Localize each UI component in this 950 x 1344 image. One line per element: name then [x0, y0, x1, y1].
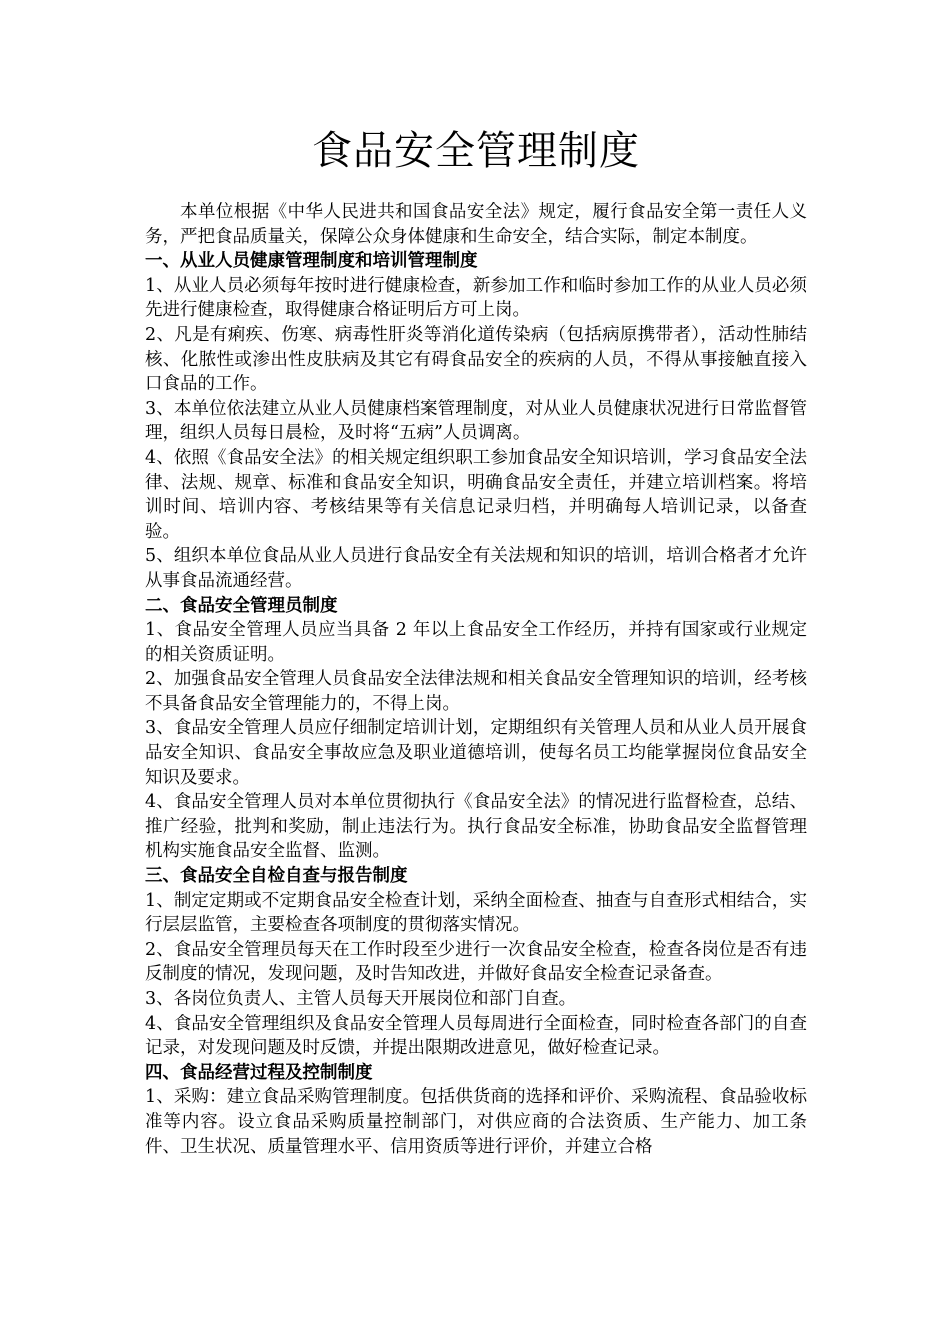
section-2: [145, 594, 807, 865]
section-item: 1、食品安全管理人员应当具备 2 年以上食品安全工作经历，并持有国家或行业规定的相关资质证明。: [145, 620, 807, 665]
section-item: 4、食品安全管理人员对本单位贯彻执行《食品安全法》的情况进行监督检查，总结、推广经验，批判和奖励，制止违法行为。执行食品安全标准，协助食品安全监督管理机构实施食品安全监督、监测。: [145, 792, 807, 862]
section-heading: 一、从业人员健康管理制度和培训管理制度: [145, 251, 478, 272]
section-item: 2、加强食品安全管理人员食品安全法律法规和相关食品安全管理知识的培训，经考核不具备食品安全管理能力的，不得上岗。: [145, 669, 807, 714]
section-item: 1、采购：建立食品采购管理制度。包括供货商的选择和评价、采购流程、食品验收标准等内容。设立食品采购质量控制部门，对供应商的合法资质、生产能力、加工条件、卫生状况、质量管理水平、信用资质等进行评价，并建立合格: [145, 1087, 807, 1157]
section-item: 1、制定定期或不定期食品安全检查计划，采纳全面检查、抽查与自查形式相结合，实行层层监管，主要检查各项制度的贯彻落实情况。: [145, 890, 807, 936]
section-4: [145, 1061, 807, 1159]
document-page: [145, 118, 807, 1159]
section-heading: 二、食品安全管理员制度: [145, 595, 338, 616]
section-item: 3、食品安全管理人员应仔细制定培训计划，定期组织有关管理人员和从业人员开展食品安全知识、食品安全事故应急及职业道德培训，使每名员工均能掌握岗位食品安全知识及要求。: [145, 718, 807, 788]
section-3: [145, 864, 807, 1061]
section-item: 3、本单位依法建立从业人员健康档案管理制度，对从业人员健康状况进行日常监督管理，组织人员每日晨检，及时将“五病”人员调离。: [145, 398, 807, 444]
section-item: 3、各岗位负责人、主管人员每天开展岗位和部门自查。: [145, 989, 577, 1009]
section-item: 4、依照《食品安全法》的相关规定组织职工参加食品安全知识培训，学习食品安全法律、法规、规章、标准和食品安全知识，明确食品安全责任，并建立培训档案。将培训时间、培训内容、考核结果等有关信息记录归档，并明确每人培训记录，以备查验。: [145, 447, 807, 542]
document-title: 食品安全管理制度: [312, 128, 640, 174]
section-1: [145, 249, 807, 593]
section-item: 2、凡是有痢疾、伤寒、病毒性肝炎等消化道传染病（包括病原携带者），活动性肺结核、化脓性或渗出性皮肤病及其它有碍食品安全的疾病的人员，不得从事接触直接入口食品的工作。: [145, 324, 807, 395]
section-item: 4、食品安全管理组织及食品安全管理人员每周进行全面检查，同时检查各部门的自查记录，对发现问题及时反馈，并提出限期改进意见，做好检查记录。: [145, 1013, 807, 1059]
section-item: 1、从业人员必须每年按时进行健康检查，新参加工作和临时参加工作的从业人员必须先进行健康检查，取得健康合格证明后方可上岗。: [145, 275, 807, 321]
section-heading: 四、食品经营过程及控制制度: [145, 1062, 373, 1083]
intro-paragraph: 本单位根据《中华人民进共和国食品安全法》规定，履行食品安全第一责任人义务，严把食品质量关，保障公众身体健康和生命安全，结合实际，制定本制度。: [145, 202, 807, 247]
section-item: 5、组织本单位食品从业人员进行食品安全有关法规和知识的培训，培训合格者才允许从事食品流通经营。: [145, 546, 807, 591]
section-heading: 三、食品安全自检自查与报告制度: [145, 866, 408, 887]
section-item: 2、食品安全管理员每天在工作时段至少进行一次食品安全检查，检查各岗位是否有违反制度的情况，发现问题，及时告知改进，并做好食品安全检查记录备查。: [145, 939, 807, 985]
